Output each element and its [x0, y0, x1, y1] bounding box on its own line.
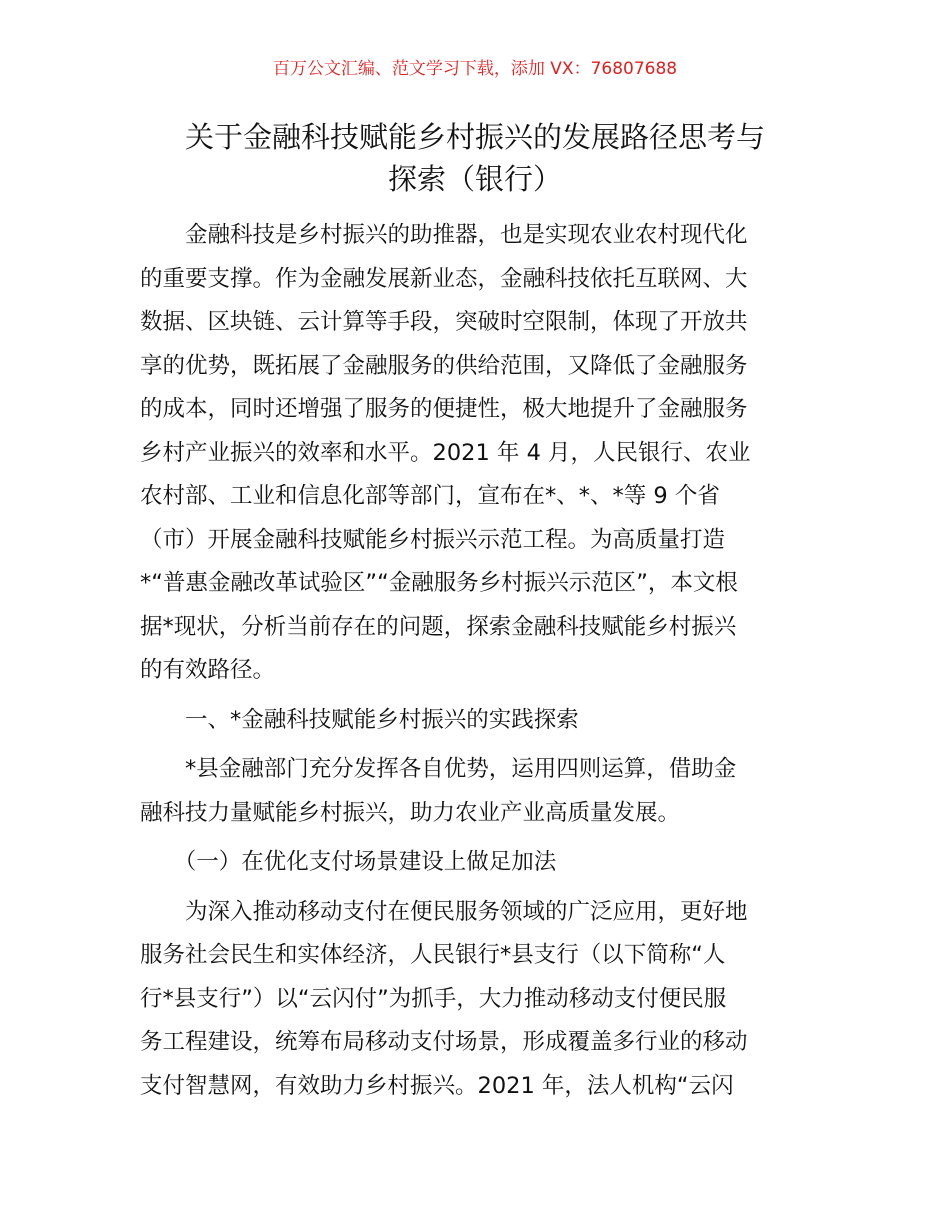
body-line: 为深入推动移动支付在便民服务领域的广泛应用，更好地 [140, 898, 748, 925]
body-line: 享的优势，既拓展了金融服务的供给范围，又降低了金融服务 [140, 352, 748, 379]
body-line: 务工程建设，统筹布局移动支付场景，形成覆盖多行业的移动 [140, 1029, 748, 1055]
body-line: 的有效路径。 [140, 657, 276, 683]
document-body [140, 214, 812, 1108]
body-line: 融科技力量赋能乡村振兴，助力农业产业高质量发展。 [140, 799, 681, 826]
body-line: 据*现状，分析当前存在的问题，探索金融科技赋能乡村振兴 [140, 613, 737, 640]
watermark-header: 百万公文汇编、范文学习下载，添加 VX：76807688 [272, 59, 678, 79]
body-line: 行*县支行”）以“云闪付”为抓手，大力推动移动支付便民服 [140, 985, 727, 1012]
subsection-heading: （一）在优化支付场景建设上做足加法 [140, 849, 557, 875]
section-heading: 一、*金融科技赋能乡村振兴的实践探索 [140, 706, 579, 733]
body-line: （市）开展金融科技赋能乡村振兴示范工程。为高质量打造 [140, 526, 726, 553]
document-title [100, 116, 850, 200]
body-line: 农村部、工业和信息化部等部门，宣布在*、*、*等 9 个省 [140, 483, 720, 509]
body-line: 的重要支撑。作为金融发展新业态，金融科技依托互联网、大 [140, 265, 748, 292]
body-line: 金融科技是乡村振兴的助推器，也是实现农业农村现代化 [140, 222, 748, 248]
title-line: 探索（银行） [387, 162, 562, 196]
body-line: *县金融部门充分发挥各自优势，运用四则运算，借助金 [140, 756, 737, 782]
title-line: 关于金融科技赋能乡村振兴的发展路径思考与 [184, 120, 765, 154]
body-line: 服务社会民生和实体经济，人民银行*县支行（以下简称“人 [140, 942, 726, 968]
body-line: 支付智慧网，有效助力乡村振兴。2021 年，法人机构“云闪 [140, 1072, 734, 1099]
body-line: 的成本，同时还增强了服务的便捷性，极大地提升了金融服务 [140, 396, 748, 422]
body-line: 数据、区块链、云计算等手段，突破时空限制，体现了开放共 [140, 309, 748, 335]
body-line: 乡村产业振兴的效率和水平。2021 年 4 月，人民银行、农业 [140, 439, 751, 466]
body-line: *“普惠金融改革试验区”“金融服务乡村振兴示范区”，本文根 [140, 570, 738, 596]
